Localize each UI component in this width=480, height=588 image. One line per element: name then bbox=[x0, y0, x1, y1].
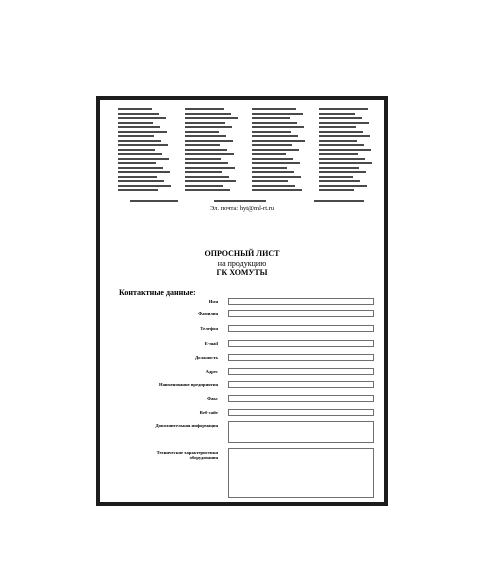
text-line bbox=[118, 189, 158, 191]
text-line bbox=[118, 108, 152, 110]
text-line bbox=[185, 117, 238, 119]
text-line bbox=[118, 171, 170, 173]
name-field[interactable] bbox=[228, 298, 374, 305]
form-row-tech-specs bbox=[100, 448, 384, 500]
text-line bbox=[319, 176, 353, 178]
text-line bbox=[252, 131, 291, 133]
field-label: Дополнительная информация bbox=[155, 423, 218, 428]
form-row-phone bbox=[100, 325, 384, 334]
text-line bbox=[185, 153, 234, 155]
text-line bbox=[319, 113, 355, 115]
form-row-company bbox=[100, 381, 384, 390]
text-line bbox=[252, 126, 304, 128]
text-line bbox=[319, 135, 370, 137]
section-title: Контактные данные: bbox=[119, 288, 196, 297]
text-line bbox=[185, 144, 220, 146]
text-line bbox=[252, 113, 303, 115]
text-line bbox=[319, 140, 357, 142]
form-row-email bbox=[100, 340, 384, 349]
position-field[interactable] bbox=[228, 354, 374, 361]
city-phone-column bbox=[319, 108, 376, 194]
text-line bbox=[319, 126, 356, 128]
text-line bbox=[252, 176, 301, 178]
text-line bbox=[252, 122, 297, 124]
text-line bbox=[118, 117, 166, 119]
text-line bbox=[185, 131, 219, 133]
text-line bbox=[185, 180, 236, 182]
text-line bbox=[252, 135, 298, 137]
text-line bbox=[319, 162, 372, 164]
city-phone-column bbox=[252, 108, 309, 194]
text-line bbox=[319, 149, 371, 151]
header-footer-lines bbox=[118, 198, 376, 204]
extra-info-textarea[interactable] bbox=[228, 421, 374, 443]
field-label: E-mail bbox=[204, 341, 218, 346]
fax-field[interactable] bbox=[228, 395, 374, 402]
text-line bbox=[319, 131, 363, 133]
tech-specs-textarea[interactable] bbox=[228, 448, 374, 498]
tech-label-line-1: Технические характеристики bbox=[156, 450, 218, 455]
text-line bbox=[319, 189, 354, 191]
text-line bbox=[252, 144, 292, 146]
field-label: Факс bbox=[207, 396, 218, 401]
text-line bbox=[252, 189, 302, 191]
text-line bbox=[118, 144, 168, 146]
text-line bbox=[118, 162, 156, 164]
text-line bbox=[185, 126, 232, 128]
text-line bbox=[185, 162, 228, 164]
field-label: Должность bbox=[195, 355, 218, 360]
text-line bbox=[185, 158, 221, 160]
surname-field[interactable] bbox=[228, 310, 374, 317]
text-line bbox=[252, 180, 288, 182]
text-line bbox=[252, 117, 290, 119]
text-line bbox=[252, 149, 299, 151]
text-line bbox=[118, 140, 161, 142]
text-line bbox=[185, 140, 233, 142]
text-line bbox=[118, 135, 154, 137]
text-line bbox=[252, 185, 295, 187]
title-line-3: ГК ХОМУТЫ bbox=[216, 268, 268, 277]
text-line bbox=[252, 108, 296, 110]
city-phone-header bbox=[118, 108, 376, 194]
tech-label-line-2: оборудования bbox=[189, 455, 218, 460]
text-line bbox=[185, 185, 223, 187]
text-line bbox=[118, 113, 159, 115]
title-line-1: ОПРОСНЫЙ ЛИСТ bbox=[204, 249, 280, 258]
page-title bbox=[100, 249, 384, 278]
city-phone-column bbox=[118, 108, 175, 194]
text-line bbox=[319, 185, 367, 187]
text-line bbox=[319, 153, 358, 155]
text-line bbox=[319, 117, 362, 119]
questionnaire-page bbox=[96, 96, 388, 506]
address-field[interactable] bbox=[228, 368, 374, 375]
field-label: Имя bbox=[208, 299, 218, 304]
text-line bbox=[185, 176, 229, 178]
text-line bbox=[252, 171, 294, 173]
text-line bbox=[185, 171, 222, 173]
text-line bbox=[185, 113, 231, 115]
company-field[interactable] bbox=[228, 381, 374, 388]
form-row-name bbox=[100, 298, 384, 307]
form-row-address bbox=[100, 368, 384, 377]
text-line bbox=[185, 149, 227, 151]
text-line bbox=[118, 180, 164, 182]
text-line bbox=[319, 180, 360, 182]
text-line bbox=[319, 171, 366, 173]
field-label: Веб-сайт bbox=[199, 410, 218, 415]
field-label: Наименование предприятия bbox=[159, 382, 218, 387]
city-phone-column bbox=[185, 108, 242, 194]
field-label bbox=[157, 450, 218, 460]
form-row-extra-info bbox=[100, 421, 384, 445]
email-line: Эл. почта: hyt@ml-rt.ru bbox=[209, 205, 275, 212]
text-line bbox=[319, 144, 364, 146]
text-line bbox=[185, 108, 224, 110]
text-line bbox=[118, 131, 167, 133]
text-line bbox=[118, 149, 155, 151]
text-line bbox=[185, 135, 226, 137]
field-label: Фамилия bbox=[198, 311, 218, 316]
form-row-fax bbox=[100, 395, 384, 404]
title-line-2: на продукцию bbox=[217, 258, 267, 268]
text-line bbox=[319, 108, 368, 110]
field-label: Адрес bbox=[205, 369, 218, 374]
website-field[interactable] bbox=[228, 409, 374, 416]
text-line bbox=[118, 153, 162, 155]
text-line bbox=[252, 158, 293, 160]
text-line bbox=[252, 162, 300, 164]
text-line bbox=[118, 185, 171, 187]
text-line bbox=[185, 189, 230, 191]
text-line bbox=[185, 167, 235, 169]
text-line bbox=[118, 167, 163, 169]
field-label: Телефон bbox=[200, 326, 218, 331]
form-row-website bbox=[100, 409, 384, 418]
text-line bbox=[185, 122, 225, 124]
phone-field[interactable] bbox=[228, 325, 374, 332]
form-row-surname bbox=[100, 310, 384, 319]
text-line bbox=[319, 122, 369, 124]
text-line bbox=[252, 153, 286, 155]
text-line bbox=[252, 167, 287, 169]
email-field[interactable] bbox=[228, 340, 374, 347]
text-line bbox=[118, 126, 160, 128]
text-line bbox=[118, 176, 157, 178]
text-line bbox=[319, 158, 365, 160]
form-row-position bbox=[100, 354, 384, 363]
text-line bbox=[118, 158, 169, 160]
text-line bbox=[319, 167, 359, 169]
text-line bbox=[118, 122, 153, 124]
text-line bbox=[252, 140, 305, 142]
